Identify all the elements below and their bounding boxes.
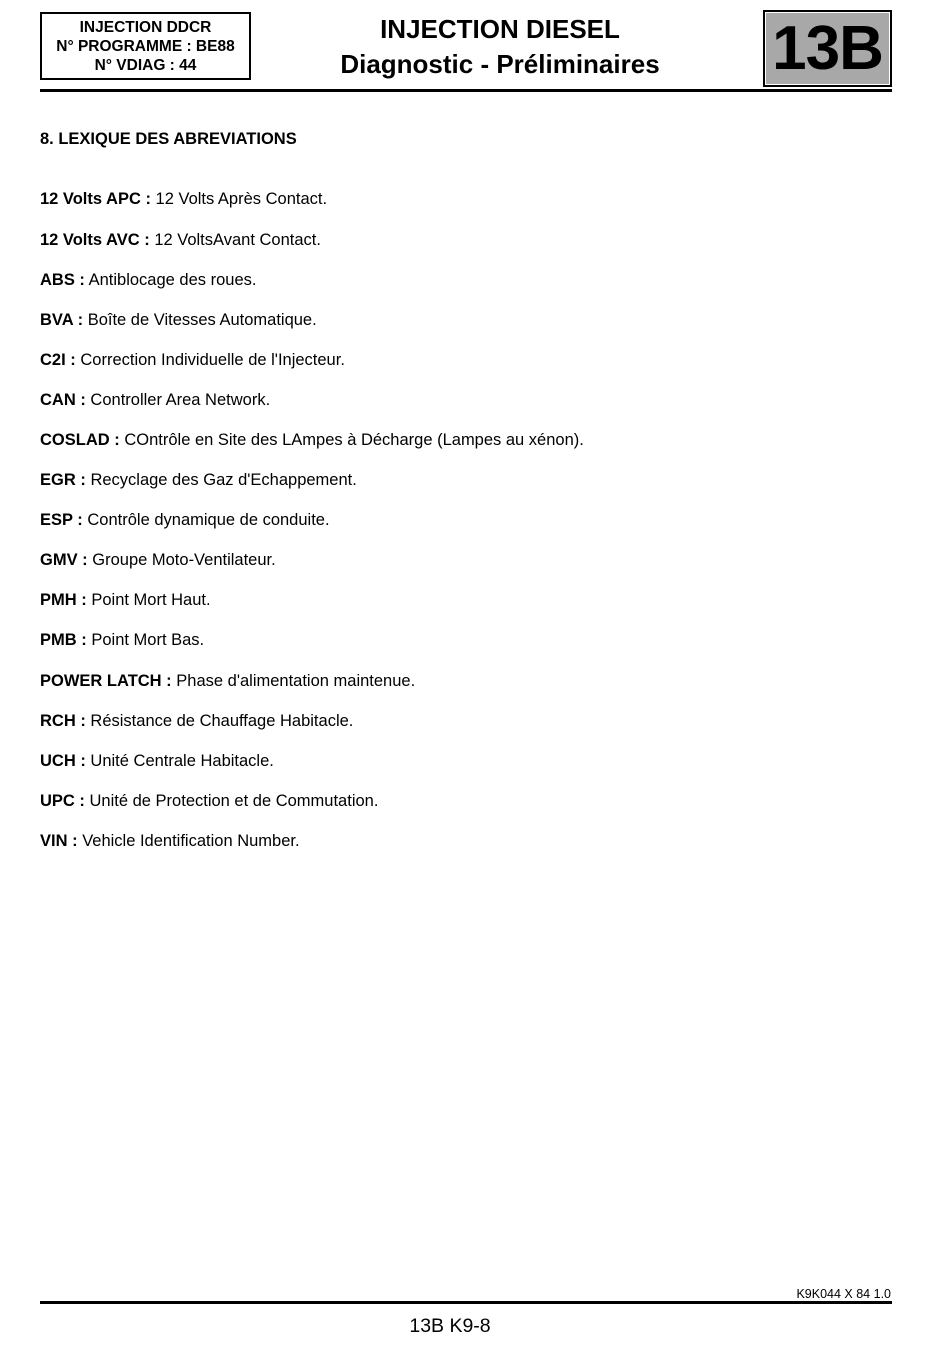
program-info-box	[40, 12, 251, 80]
glossary-entry	[40, 470, 357, 490]
glossary-term: GMV :	[40, 551, 88, 569]
glossary-entry	[40, 711, 353, 731]
glossary-definition: Vehicle Identification Number.	[82, 832, 300, 850]
glossary-definition: Unité Centrale Habitacle.	[90, 752, 274, 770]
glossary-term: RCH :	[40, 712, 86, 730]
glossary-term: BVA :	[40, 311, 84, 329]
glossary-definition: Point Mort Haut.	[91, 591, 211, 609]
glossary-definition: Phase d'alimentation maintenue.	[176, 672, 416, 690]
glossary-definition: Unité de Protection et de Commutation.	[89, 792, 379, 810]
glossary-term: UCH :	[40, 752, 86, 770]
glossary-term: ABS :	[40, 271, 85, 289]
glossary-term: POWER LATCH :	[40, 672, 172, 690]
glossary-definition: Boîte de Vitesses Automatique.	[87, 311, 317, 329]
glossary-entry	[40, 510, 330, 530]
glossary-definition: Groupe Moto-Ventilateur.	[92, 551, 276, 569]
glossary-term: COSLAD :	[40, 431, 120, 449]
glossary-term: 12 Volts APC :	[40, 190, 151, 208]
section-code-badge: 13B	[763, 10, 892, 87]
glossary-term: EGR :	[40, 471, 86, 489]
page-number: 13B K9-8	[409, 1315, 491, 1337]
glossary-entry	[40, 550, 276, 570]
glossary-term: PMB :	[40, 631, 87, 649]
glossary-entry	[40, 590, 211, 610]
glossary-entry	[40, 310, 317, 330]
glossary-term: PMH :	[40, 591, 87, 609]
glossary-definition: Controller Area Network.	[90, 391, 271, 409]
glossary-definition: 12 VoltsAvant Contact.	[154, 231, 321, 249]
glossary-entry	[40, 390, 270, 410]
glossary-term: ESP :	[40, 511, 83, 529]
glossary-definition: Résistance de Chauffage Habitacle.	[90, 712, 354, 730]
glossary-entry	[40, 350, 345, 370]
glossary-entry	[40, 671, 415, 691]
glossary-term: VIN :	[40, 832, 78, 850]
glossary-definition: Recyclage des Gaz d'Echappement.	[90, 471, 357, 489]
glossary-term: 12 Volts AVC :	[40, 231, 150, 249]
glossary-entry	[40, 791, 378, 811]
glossary-definition: Correction Individuelle de l'Injecteur.	[80, 351, 345, 369]
program-info-line: N° PROGRAMME : BE88	[56, 37, 235, 55]
glossary-definition: Point Mort Bas.	[91, 631, 205, 649]
section-title: 8. LEXIQUE DES ABREVIATIONS	[40, 130, 297, 148]
page-title	[300, 12, 700, 82]
glossary-entry	[40, 430, 584, 450]
glossary-entry	[40, 831, 300, 851]
glossary-term: CAN :	[40, 391, 86, 409]
page-title-line-2: Diagnostic - Préliminaires	[340, 49, 660, 79]
page-title-line-1: INJECTION DIESEL	[380, 14, 620, 44]
glossary-entry	[40, 630, 204, 650]
header-divider	[40, 89, 892, 92]
footer-divider	[40, 1301, 892, 1304]
program-info-line: N° VDIAG : 44	[94, 56, 197, 74]
glossary-term: UPC :	[40, 792, 85, 810]
glossary-entry	[40, 751, 274, 771]
glossary-definition: COntrôle en Site des LAmpes à Décharge (Lampes au xénon).	[124, 431, 584, 449]
glossary-term: C2I :	[40, 351, 76, 369]
glossary-definition: Antiblocage des roues.	[88, 271, 257, 289]
glossary-definition: Contrôle dynamique de conduite.	[87, 511, 330, 529]
program-info-line: INJECTION DDCR	[79, 18, 212, 36]
document-reference: K9K044 X 84 1.0	[796, 1287, 891, 1301]
glossary-definition: 12 Volts Après Contact.	[155, 190, 328, 208]
glossary-entry	[40, 230, 321, 250]
glossary-entry	[40, 189, 327, 209]
glossary-entry	[40, 270, 256, 290]
